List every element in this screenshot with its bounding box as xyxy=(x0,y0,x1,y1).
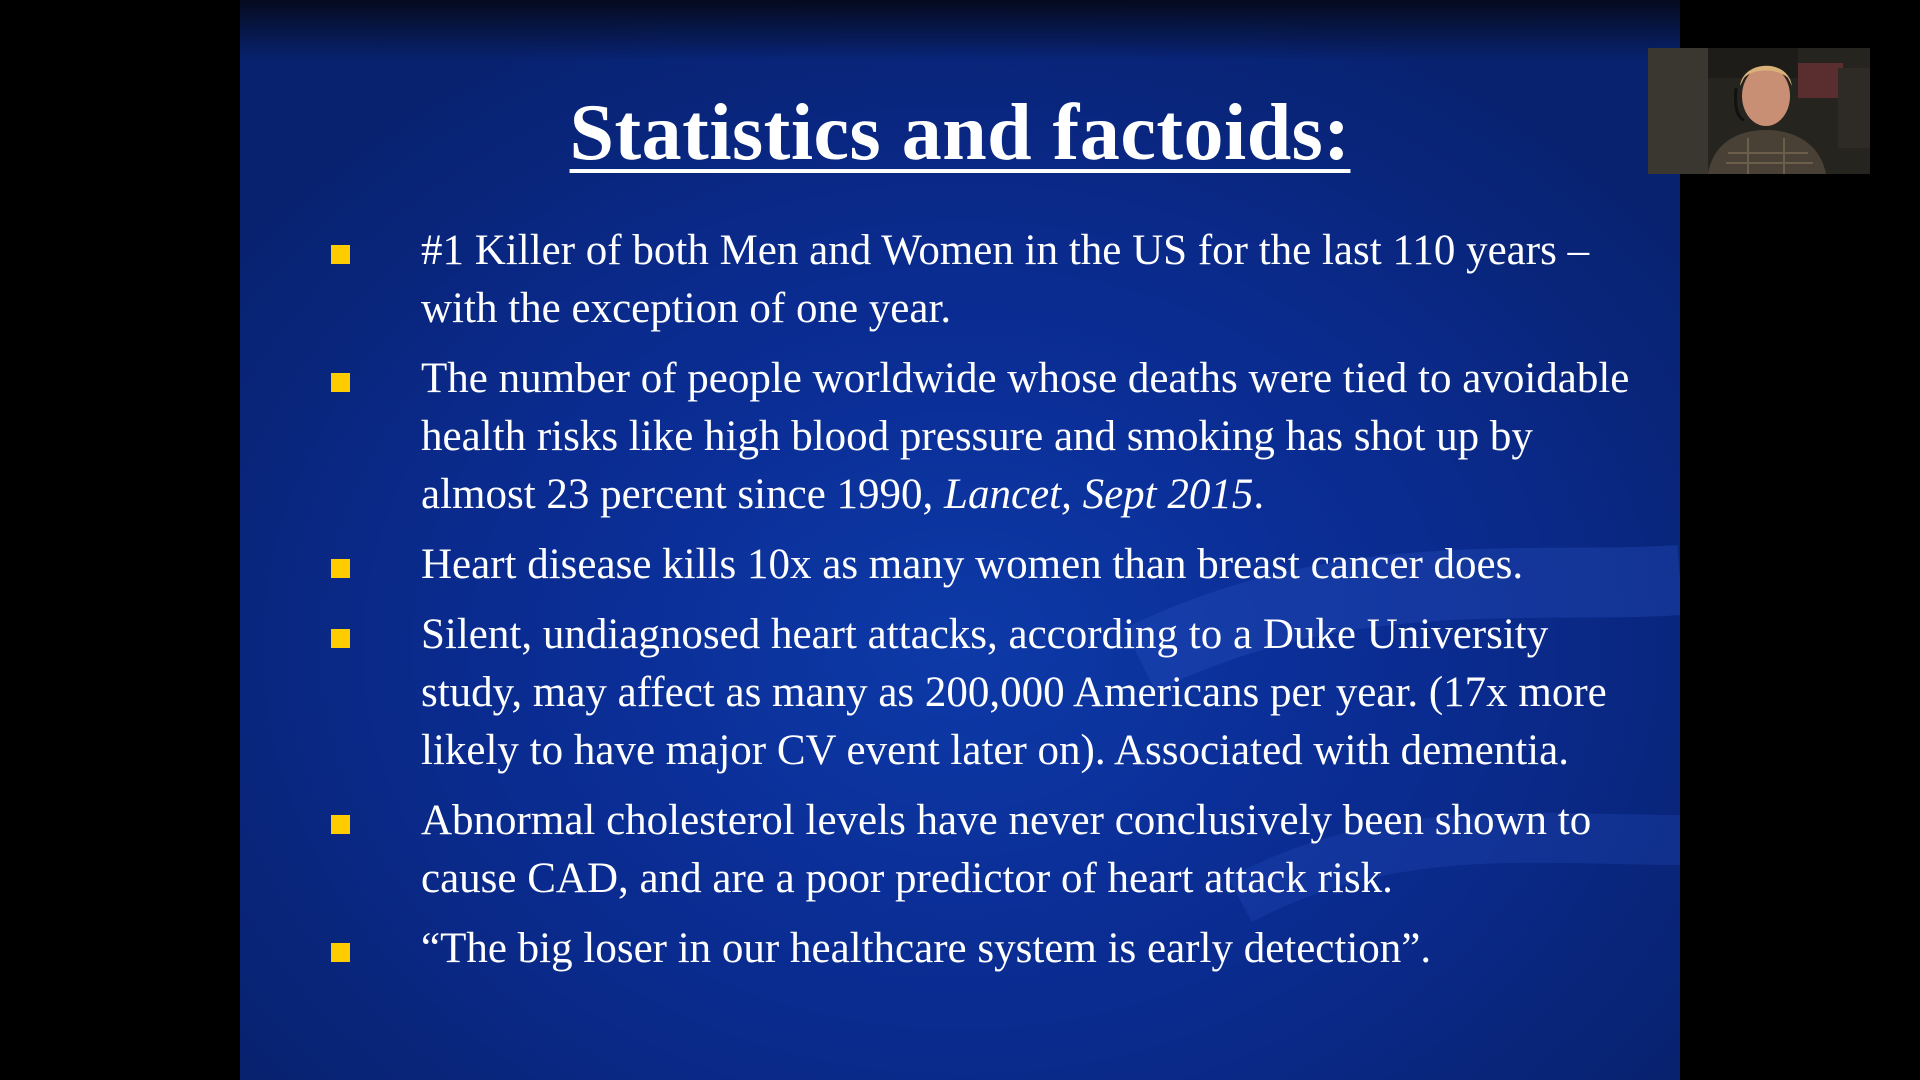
bullet-text: The number of people worldwide whose deaths were tied to avoidable health risks like high blood pressure and smoking has shot up by almost 23 percent since 1990, xyxy=(421,355,1630,518)
bullet-text: #1 Killer of both Men and Women in the US for the last 110 years – with the exception of one year. xyxy=(421,227,1590,332)
presenter-figure-icon xyxy=(1648,48,1870,174)
bullet-item xyxy=(322,920,1652,978)
yellow-square-bullet-icon xyxy=(331,815,350,834)
presentation-slide xyxy=(240,0,1680,1080)
bullet-item xyxy=(322,536,1652,594)
bullet-citation: Lancet, Sept 2015 xyxy=(944,471,1254,518)
yellow-square-bullet-icon xyxy=(331,245,350,264)
presenter-webcam-thumbnail xyxy=(1648,48,1870,174)
yellow-square-bullet-icon xyxy=(331,629,350,648)
bullet-item xyxy=(322,792,1652,908)
bullet-list xyxy=(322,222,1652,990)
bullet-text: Silent, undiagnosed heart attacks, according to a Duke University study, may affect as many as 200,000 Americans per year. (17x more likely to have major CV event later on). Associated with dementia. xyxy=(421,611,1607,774)
bullet-text: Abnormal cholesterol levels have never conclusively been shown to cause CAD, and are a poor predictor of heart attack risk. xyxy=(421,797,1592,902)
yellow-square-bullet-icon xyxy=(331,943,350,962)
bullet-tail: . xyxy=(1253,471,1265,518)
slide-title: Statistics and factoids: xyxy=(569,89,1351,177)
yellow-square-bullet-icon xyxy=(331,373,350,392)
bullet-text: Heart disease kills 10x as many women than breast cancer does. xyxy=(421,541,1524,588)
bullet-text: “The big loser in our healthcare system is early detection”. xyxy=(421,925,1432,972)
bullet-item xyxy=(322,350,1652,524)
bullet-item xyxy=(322,606,1652,780)
yellow-square-bullet-icon xyxy=(331,559,350,578)
bullet-item xyxy=(322,222,1652,338)
